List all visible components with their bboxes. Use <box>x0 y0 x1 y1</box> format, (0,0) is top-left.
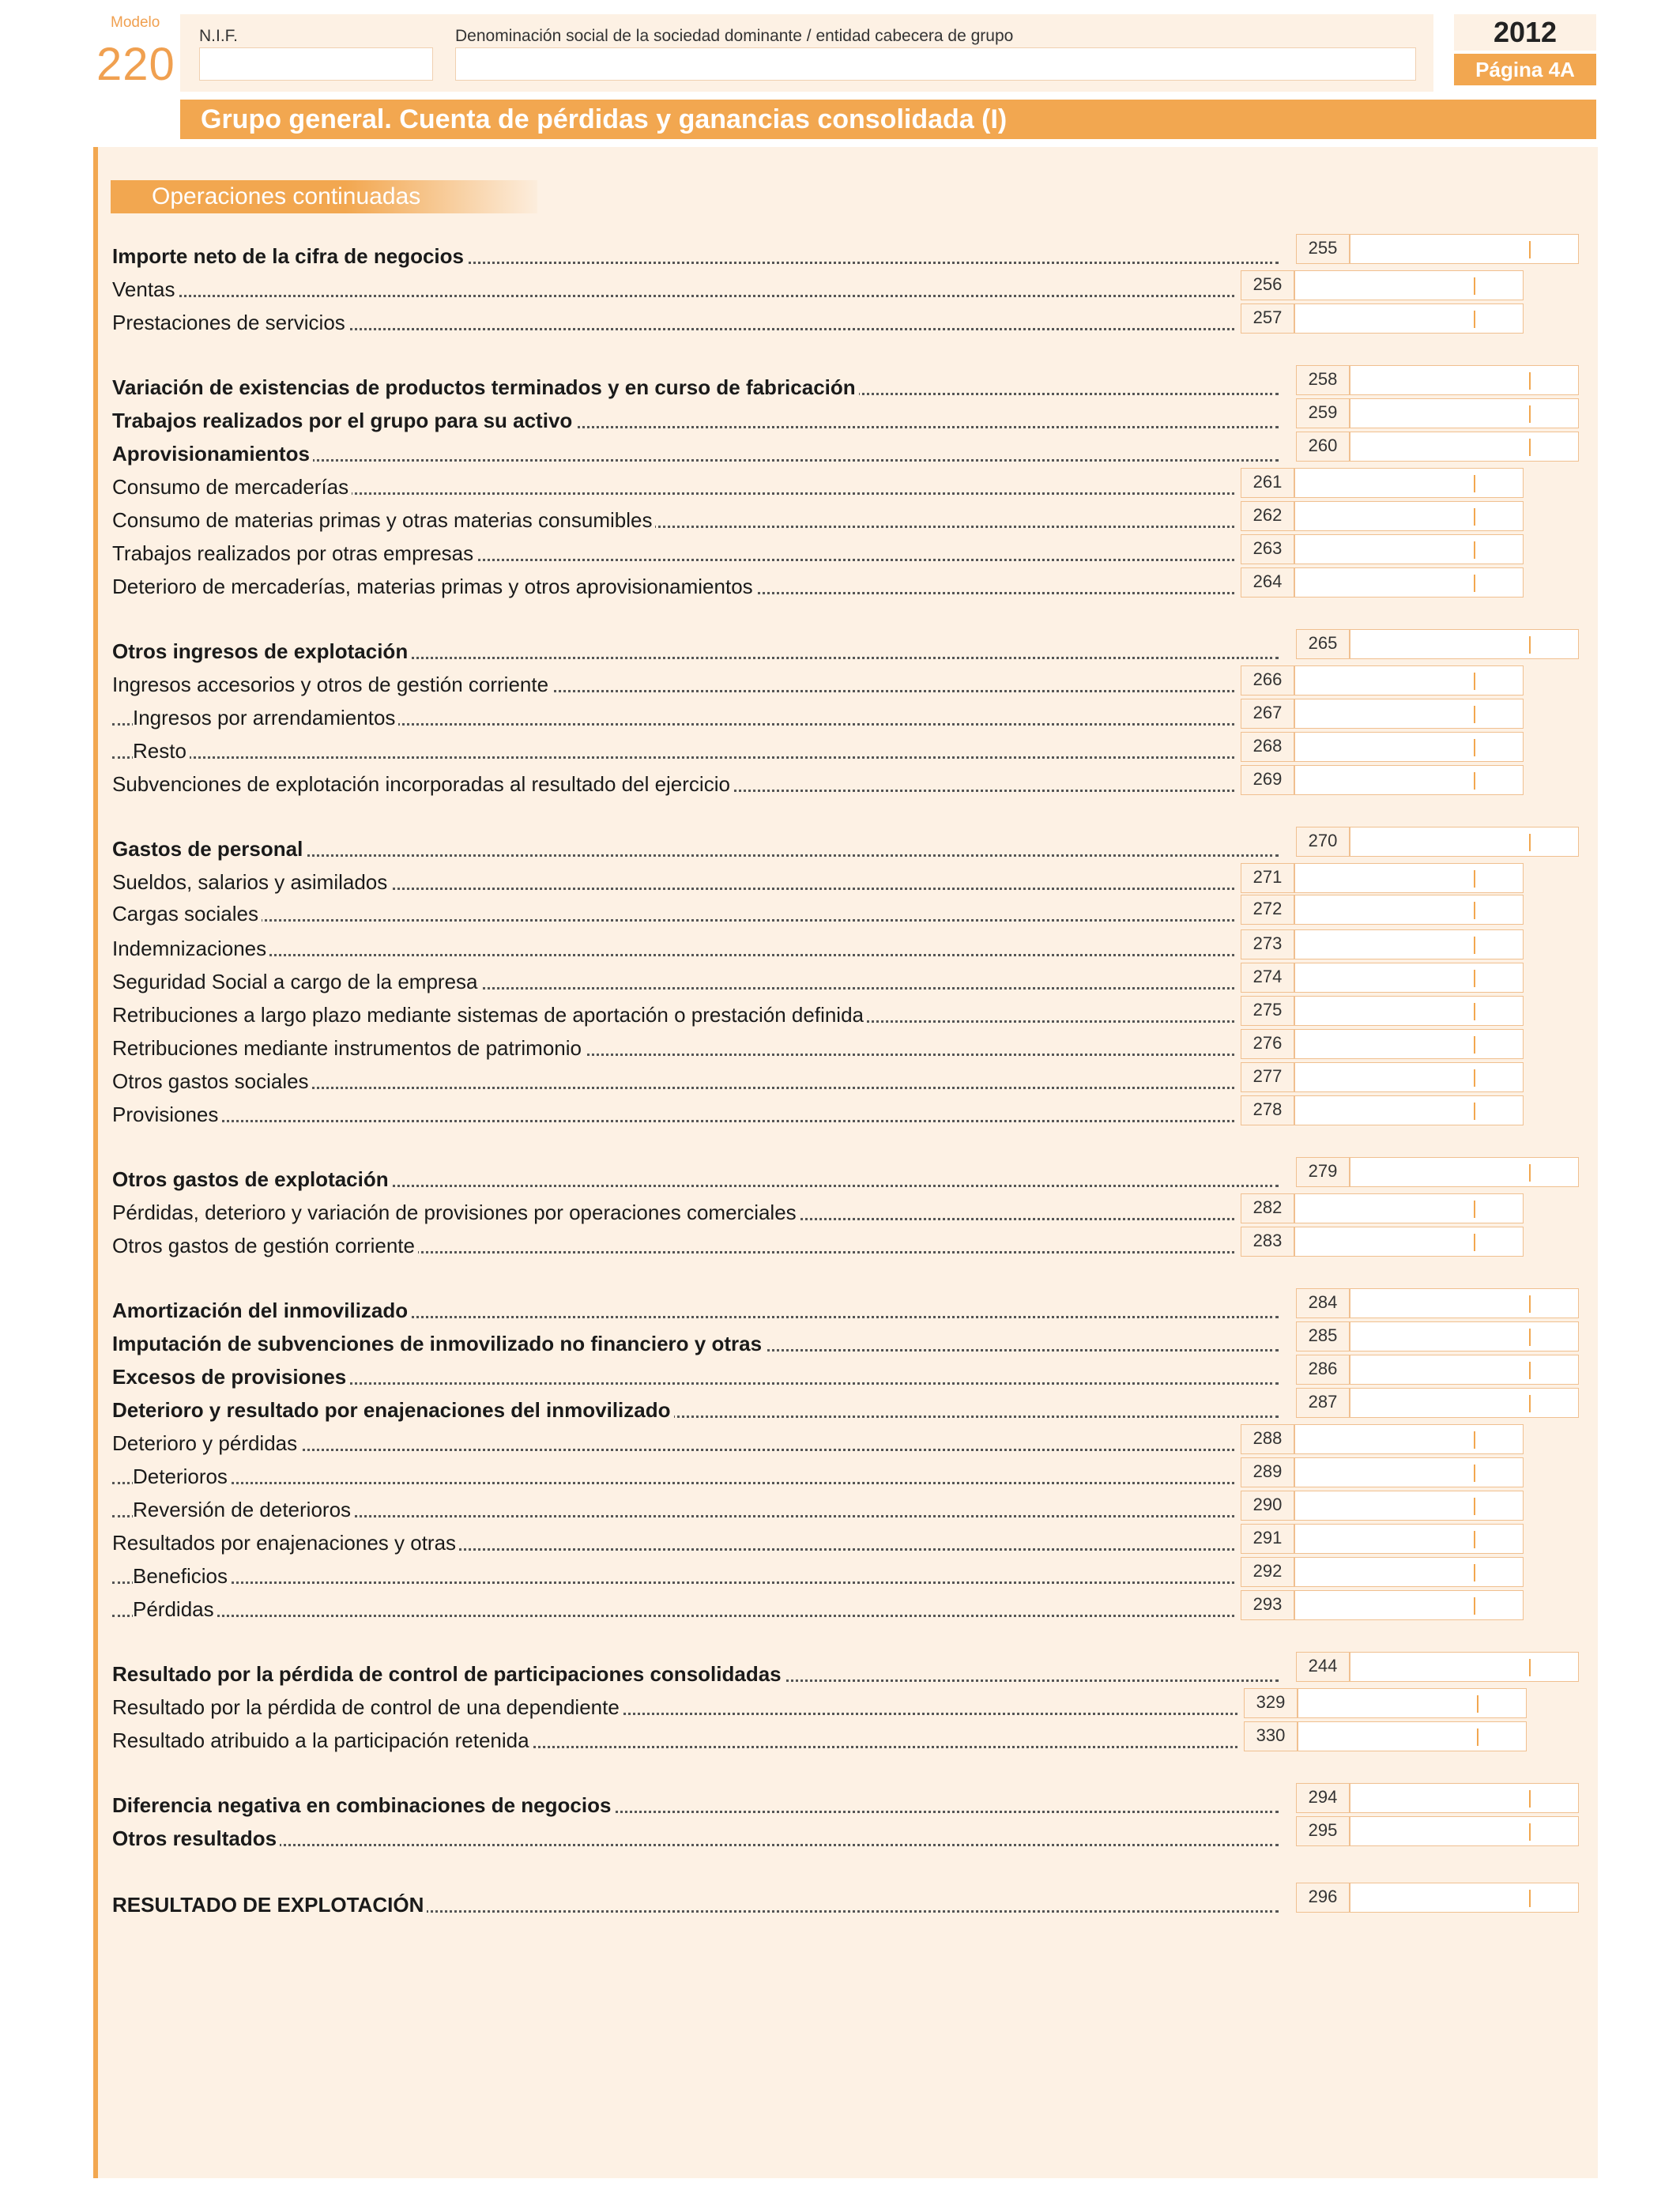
row-label: Ventas <box>112 277 179 302</box>
amount-field[interactable] <box>1298 1688 1527 1718</box>
box-code: 285 <box>1296 1321 1350 1351</box>
row-label: Pérdidas <box>133 1597 217 1622</box>
row-label: Resultados por enajenaciones y otras <box>112 1531 459 1555</box>
row-label: Indemnizaciones <box>112 937 269 961</box>
box-code: 284 <box>1296 1288 1350 1318</box>
row-label: Deterioros <box>133 1465 231 1489</box>
box-code: 279 <box>1296 1157 1350 1187</box>
amount-field[interactable] <box>1350 398 1579 428</box>
row-label: Diferencia negativa en combinaciones de negocios <box>112 1793 614 1818</box>
page-title: Grupo general. Cuenta de pérdidas y ganancias consolidada (I) <box>180 100 1596 139</box>
row-label: Pérdidas, deterioro y variación de provisiones por operaciones comerciales <box>112 1201 800 1225</box>
row-label: Deterioro y resultado por enajenaciones del inmovilizado <box>112 1398 674 1423</box>
box-code: 263 <box>1241 534 1294 564</box>
amount-field[interactable] <box>1350 1652 1579 1682</box>
amount-field[interactable] <box>1350 1157 1579 1187</box>
row-label: Resultado atribuido a la participación retenida <box>112 1728 533 1753</box>
amount-field[interactable] <box>1294 895 1524 925</box>
nif-field[interactable] <box>199 47 433 81</box>
box-code: 264 <box>1241 567 1294 598</box>
box-code: 274 <box>1241 963 1294 993</box>
box-code: 272 <box>1241 895 1294 925</box>
amount-field[interactable] <box>1350 1783 1579 1813</box>
box-code: 256 <box>1241 270 1294 300</box>
box-code: 282 <box>1241 1193 1294 1223</box>
row-label: Sueldos, salarios y asimilados <box>112 870 390 895</box>
amount-field[interactable] <box>1350 1883 1579 1913</box>
row-label: Amortización del inmovilizado <box>112 1299 411 1323</box>
amount-field[interactable] <box>1294 699 1524 729</box>
row-label: Resultado por la pérdida de control de una dependiente <box>112 1695 623 1720</box>
box-code: 269 <box>1241 765 1294 795</box>
amount-field[interactable] <box>1350 1355 1579 1385</box>
amount-field[interactable] <box>1294 1590 1524 1620</box>
row-label: Trabajos realizados por el grupo para su activo <box>112 409 575 433</box>
amount-field[interactable] <box>1294 963 1524 993</box>
row-label: Consumo de mercaderías <box>112 475 352 499</box>
box-code: 291 <box>1241 1524 1294 1554</box>
box-code: 290 <box>1241 1491 1294 1521</box>
amount-field[interactable] <box>1294 765 1524 795</box>
box-code: 271 <box>1241 863 1294 893</box>
row-label: RESULTADO DE EXPLOTACIÓN <box>112 1893 427 1917</box>
box-code: 277 <box>1241 1062 1294 1092</box>
row-label: Deterioro y pérdidas <box>112 1431 300 1456</box>
amount-field[interactable] <box>1294 501 1524 531</box>
denominacion-field[interactable] <box>455 47 1416 81</box>
box-code: 275 <box>1241 996 1294 1026</box>
amount-field[interactable] <box>1294 732 1524 762</box>
amount-field[interactable] <box>1294 863 1524 893</box>
row-label: Consumo de materias primas y otras materias consumibles <box>112 508 655 533</box>
amount-field[interactable] <box>1350 365 1579 395</box>
box-code: 278 <box>1241 1095 1294 1125</box>
box-code: 267 <box>1241 699 1294 729</box>
row-label: Retribuciones mediante instrumentos de patrimonio <box>112 1036 585 1061</box>
amount-field[interactable] <box>1350 1321 1579 1351</box>
amount-field[interactable] <box>1294 1524 1524 1554</box>
row-label: Ingresos accesorios y otros de gestión corriente <box>112 673 552 697</box>
row-label: Imputación de subvenciones de inmovilizado no financiero y otras <box>112 1332 765 1356</box>
row-label: Otros gastos sociales <box>112 1069 312 1094</box>
row-label: Otros ingresos de explotación <box>112 639 411 664</box>
amount-field[interactable] <box>1294 1457 1524 1487</box>
modelo-label: Modelo <box>111 14 160 31</box>
amount-field[interactable] <box>1298 1721 1527 1751</box>
amount-field[interactable] <box>1350 234 1579 264</box>
box-code: 283 <box>1241 1227 1294 1257</box>
amount-field[interactable] <box>1350 432 1579 462</box>
amount-field[interactable] <box>1350 1388 1579 1418</box>
box-code: 255 <box>1296 234 1350 264</box>
box-code: 286 <box>1296 1355 1350 1385</box>
box-code: 260 <box>1296 432 1350 462</box>
box-code: 292 <box>1241 1557 1294 1587</box>
box-code: 268 <box>1241 732 1294 762</box>
row-label: Otros gastos de gestión corriente <box>112 1234 418 1258</box>
box-code: 288 <box>1241 1424 1294 1454</box>
box-code: 261 <box>1241 468 1294 498</box>
box-code: 266 <box>1241 665 1294 696</box>
box-code: 287 <box>1296 1388 1350 1418</box>
amount-field[interactable] <box>1350 1288 1579 1318</box>
box-code: 295 <box>1296 1816 1350 1846</box>
box-code: 289 <box>1241 1457 1294 1487</box>
box-code: 257 <box>1241 303 1294 334</box>
page-badge: Página 4A <box>1454 54 1596 85</box>
row-label: Provisiones <box>112 1103 221 1127</box>
amount-field[interactable] <box>1294 1029 1524 1059</box>
box-code: 265 <box>1296 629 1350 659</box>
row-label: Deterioro de mercaderías, materias primas y otros aprovisionamientos <box>112 575 756 599</box>
row-label: Prestaciones de servicios <box>112 311 348 335</box>
row-label: Trabajos realizados por otras empresas <box>112 541 477 566</box>
modelo-number: 220 <box>96 39 175 90</box>
box-code: 329 <box>1244 1688 1298 1718</box>
amount-field[interactable] <box>1350 629 1579 659</box>
amount-field[interactable] <box>1294 270 1524 300</box>
row-label: Importe neto de la cifra de negocios <box>112 244 467 269</box>
row-label: Beneficios <box>133 1564 231 1589</box>
row-label: Cargas sociales <box>112 902 262 926</box>
box-code: 259 <box>1296 398 1350 428</box>
row-label: Gastos de personal <box>112 837 306 861</box>
box-code: 276 <box>1241 1029 1294 1059</box>
amount-field[interactable] <box>1350 1816 1579 1846</box>
amount-field[interactable] <box>1294 567 1524 598</box>
amount-field[interactable] <box>1294 1193 1524 1223</box>
amount-field[interactable] <box>1294 929 1524 959</box>
amount-field[interactable] <box>1294 303 1524 334</box>
row-label: Otros gastos de explotación <box>112 1167 392 1192</box>
amount-field[interactable] <box>1350 827 1579 857</box>
row-label: Retribuciones a largo plazo mediante sistemas de aportación o prestación definida <box>112 1003 867 1027</box>
amount-field[interactable] <box>1294 534 1524 564</box>
row-label: Resto <box>133 739 190 763</box>
box-code: 330 <box>1244 1721 1298 1751</box>
section-title: Operaciones continuadas <box>111 180 537 213</box>
row-label: Excesos de provisiones <box>112 1365 349 1389</box>
amount-field[interactable] <box>1294 1491 1524 1521</box>
amount-field[interactable] <box>1294 1557 1524 1587</box>
box-code: 244 <box>1296 1652 1350 1682</box>
denominacion-label: Denominación social de la sociedad dominante / entidad cabecera de grupo <box>455 27 1014 45</box>
box-code: 293 <box>1241 1590 1294 1620</box>
row-label: Resultado por la pérdida de control de participaciones consolidadas <box>112 1662 785 1687</box>
amount-field[interactable] <box>1294 996 1524 1026</box>
row-label: Subvenciones de explotación incorporadas al resultado del ejercicio <box>112 772 733 797</box>
amount-field[interactable] <box>1294 1095 1524 1125</box>
box-code: 262 <box>1241 501 1294 531</box>
row-label: Otros resultados <box>112 1826 280 1851</box>
year-badge: 2012 <box>1454 14 1596 51</box>
row-label: Aprovisionamientos <box>112 442 313 466</box>
box-code: 296 <box>1296 1883 1350 1913</box>
row-label: Reversión de deterioros <box>133 1498 354 1522</box>
amount-field[interactable] <box>1294 1227 1524 1257</box>
box-code: 294 <box>1296 1783 1350 1813</box>
box-code: 258 <box>1296 365 1350 395</box>
nif-label: N.I.F. <box>199 27 239 45</box>
row-label: Ingresos por arrendamientos <box>133 706 398 730</box>
box-code: 273 <box>1241 929 1294 959</box>
box-code: 270 <box>1296 827 1350 857</box>
amount-field[interactable] <box>1294 1424 1524 1454</box>
amount-field[interactable] <box>1294 1062 1524 1092</box>
row-label: Seguridad Social a cargo de la empresa <box>112 970 481 994</box>
amount-field[interactable] <box>1294 468 1524 498</box>
row-label: Variación de existencias de productos terminados y en curso de fabricación <box>112 375 859 400</box>
amount-field[interactable] <box>1294 665 1524 696</box>
